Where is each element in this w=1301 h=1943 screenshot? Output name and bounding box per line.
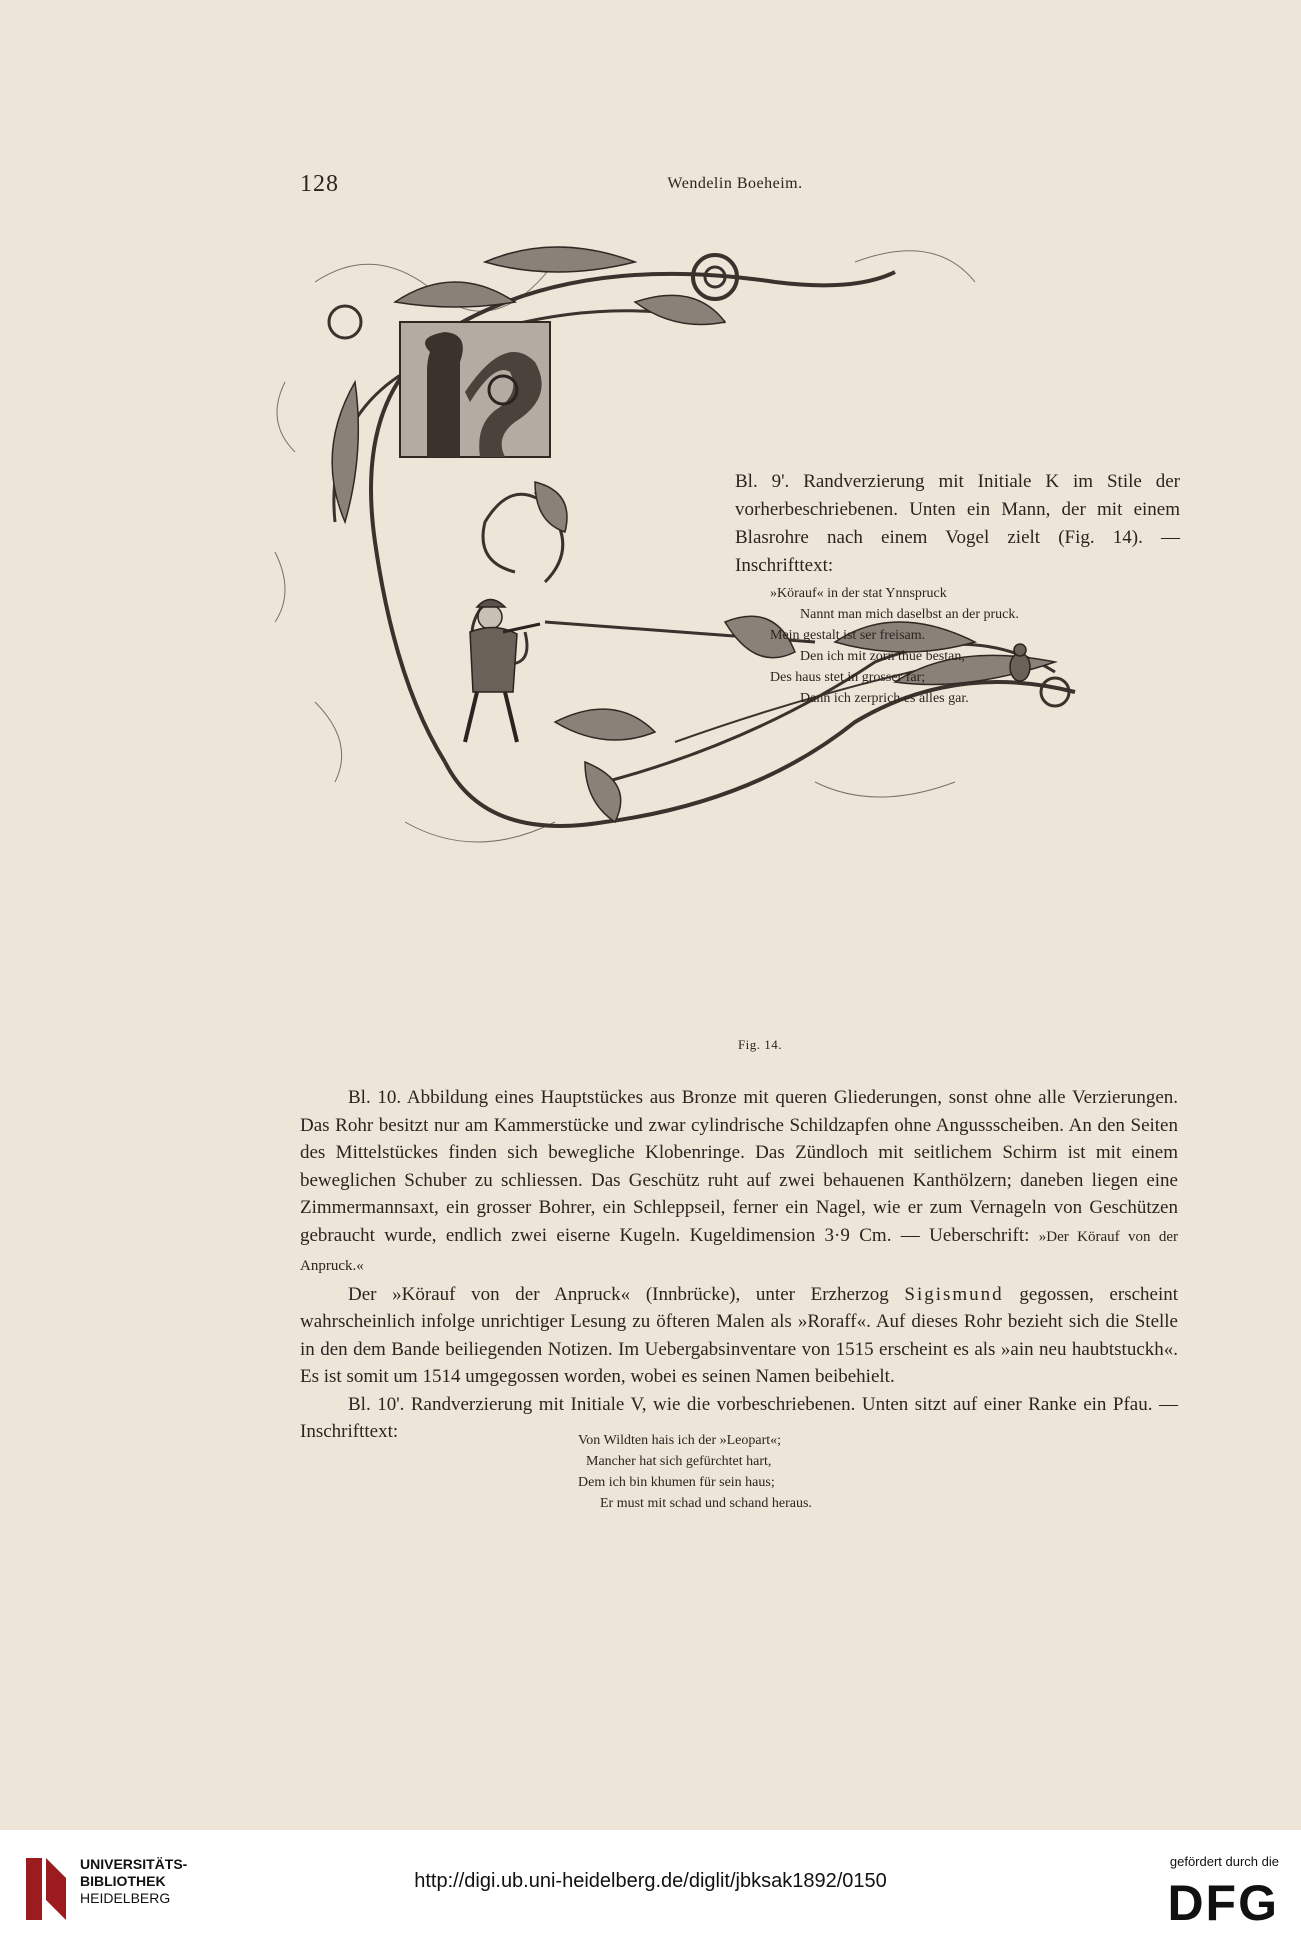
footer-bar xyxy=(0,1830,1301,1943)
inscription-verse xyxy=(770,583,1019,709)
caption-paragraph: Bl. 9'. Randverzierung mit Initiale K im Stile der vorherbeschriebenen. Unten ein Mann, der mit einem Blasrohre nach einem Vogel zielt (Fig. 14). — Inschrifttext: xyxy=(735,471,1180,576)
verse-line: Mancher hat sich gefürchtet hart, xyxy=(586,1454,772,1469)
verse-line: »Körauf« in der stat Ynnspruck xyxy=(770,586,947,601)
running-title: Wendelin Boeheim. xyxy=(667,175,803,192)
verse-line: Nannt man mich daselbst an der pruck. xyxy=(800,607,1019,622)
figure-label: Fig. 14. xyxy=(737,1037,783,1052)
verse-line: Mein gestalt ist ser freisam. xyxy=(770,628,926,643)
paragraph-bl10-verso: Bl. 10'. Randverzierung mit Initiale V, wie die vorbeschriebenen. Unten sitzt auf einer Ranke ein Pfau. — Inschrifttext: xyxy=(300,1393,1178,1442)
funding-note: gefördert durch die xyxy=(1169,1854,1279,1869)
dfg-logo-icon: DFG xyxy=(1167,1875,1279,1931)
inscription-heading: »Der Körauf von der Anpruck.« xyxy=(300,1228,1178,1274)
initial-k-panel xyxy=(400,322,550,457)
ornamental-initial-illustration xyxy=(255,222,1195,1052)
library-line: HEIDELBERG xyxy=(80,1890,171,1906)
paragraph-koerauf xyxy=(300,1281,1178,1391)
paragraph-bl10 xyxy=(300,1084,1178,1281)
man-figure xyxy=(465,600,540,743)
page-number: 128 xyxy=(300,171,339,197)
verse-line: Dem ich bin khumen für sein haus; xyxy=(578,1475,775,1490)
permalink-url[interactable]: http://digi.ub.uni-heidelberg.de/diglit/jbksak1892/0150 xyxy=(414,1870,887,1892)
paragraph-text: Bl. 10. Abbildung eines Hauptstückes aus Bronze mit queren Gliederungen, sonst ohne alle Verzierungen. Das Rohr besitzt nur am Kammerstücke und zwar cylindrische Schildzapfen ohne Angussscheiben. An den Seiten des Mittelstückes finden sich bewegliche Klobenringe. Das Zündloch mit seitlichem Schirm ist mit einem beweglichen Schuber zu schliessen. Das Geschütz ruht auf zwei behauenen Kanthölzern; daneben liegen eine Zimmermannsaxt, ein grosser Bohrer, ein Schleppseil, ferner ein Nagel, wie er zum Vernageln von Geschützen gebraucht wurde, endlich zwei eiserne Kugeln. Kugeldimension 3·9 Cm. — Ueberschrift: xyxy=(300,1087,1178,1246)
verse-line: Von Wildten hais ich der »Leopart«; xyxy=(578,1433,782,1448)
verse-line: Den ich mit zorn thue bestan, xyxy=(800,649,965,664)
paragraph-text: gegossen, erscheint wahrscheinlich infolge unrichtiger Lesung zu öfteren Malen als »Roraff«. Auf dieses Rohr bezieht sich die Stelle in den dem Bande beiliegenden Notizen. Im Uebergabsinventare von 1515 erscheint es als »ain neu haubtstuckh«. Es ist somit um 1514 umgegossen worden, wobei es seinen Namen beibehielt. xyxy=(300,1283,1179,1387)
body-text xyxy=(300,1084,1178,1446)
verse-line: Er must mit schad und schand heraus. xyxy=(600,1496,812,1511)
running-head xyxy=(300,171,1170,201)
figure-caption xyxy=(735,468,1180,580)
person-name: Sigismund xyxy=(904,1283,1004,1305)
verse-line: Dann ich zerprich es alles gar. xyxy=(800,691,969,706)
library-line: UNIVERSITÄTS- xyxy=(80,1856,188,1872)
verse-line: Des haus stet in grosser far; xyxy=(770,670,926,685)
library-line: BIBLIOTHEK xyxy=(80,1873,166,1889)
inscription-verse-2 xyxy=(578,1430,812,1514)
paragraph-text: Der »Körauf von der Anpruck« (Innbrücke), unter Erzherzog xyxy=(348,1283,889,1305)
